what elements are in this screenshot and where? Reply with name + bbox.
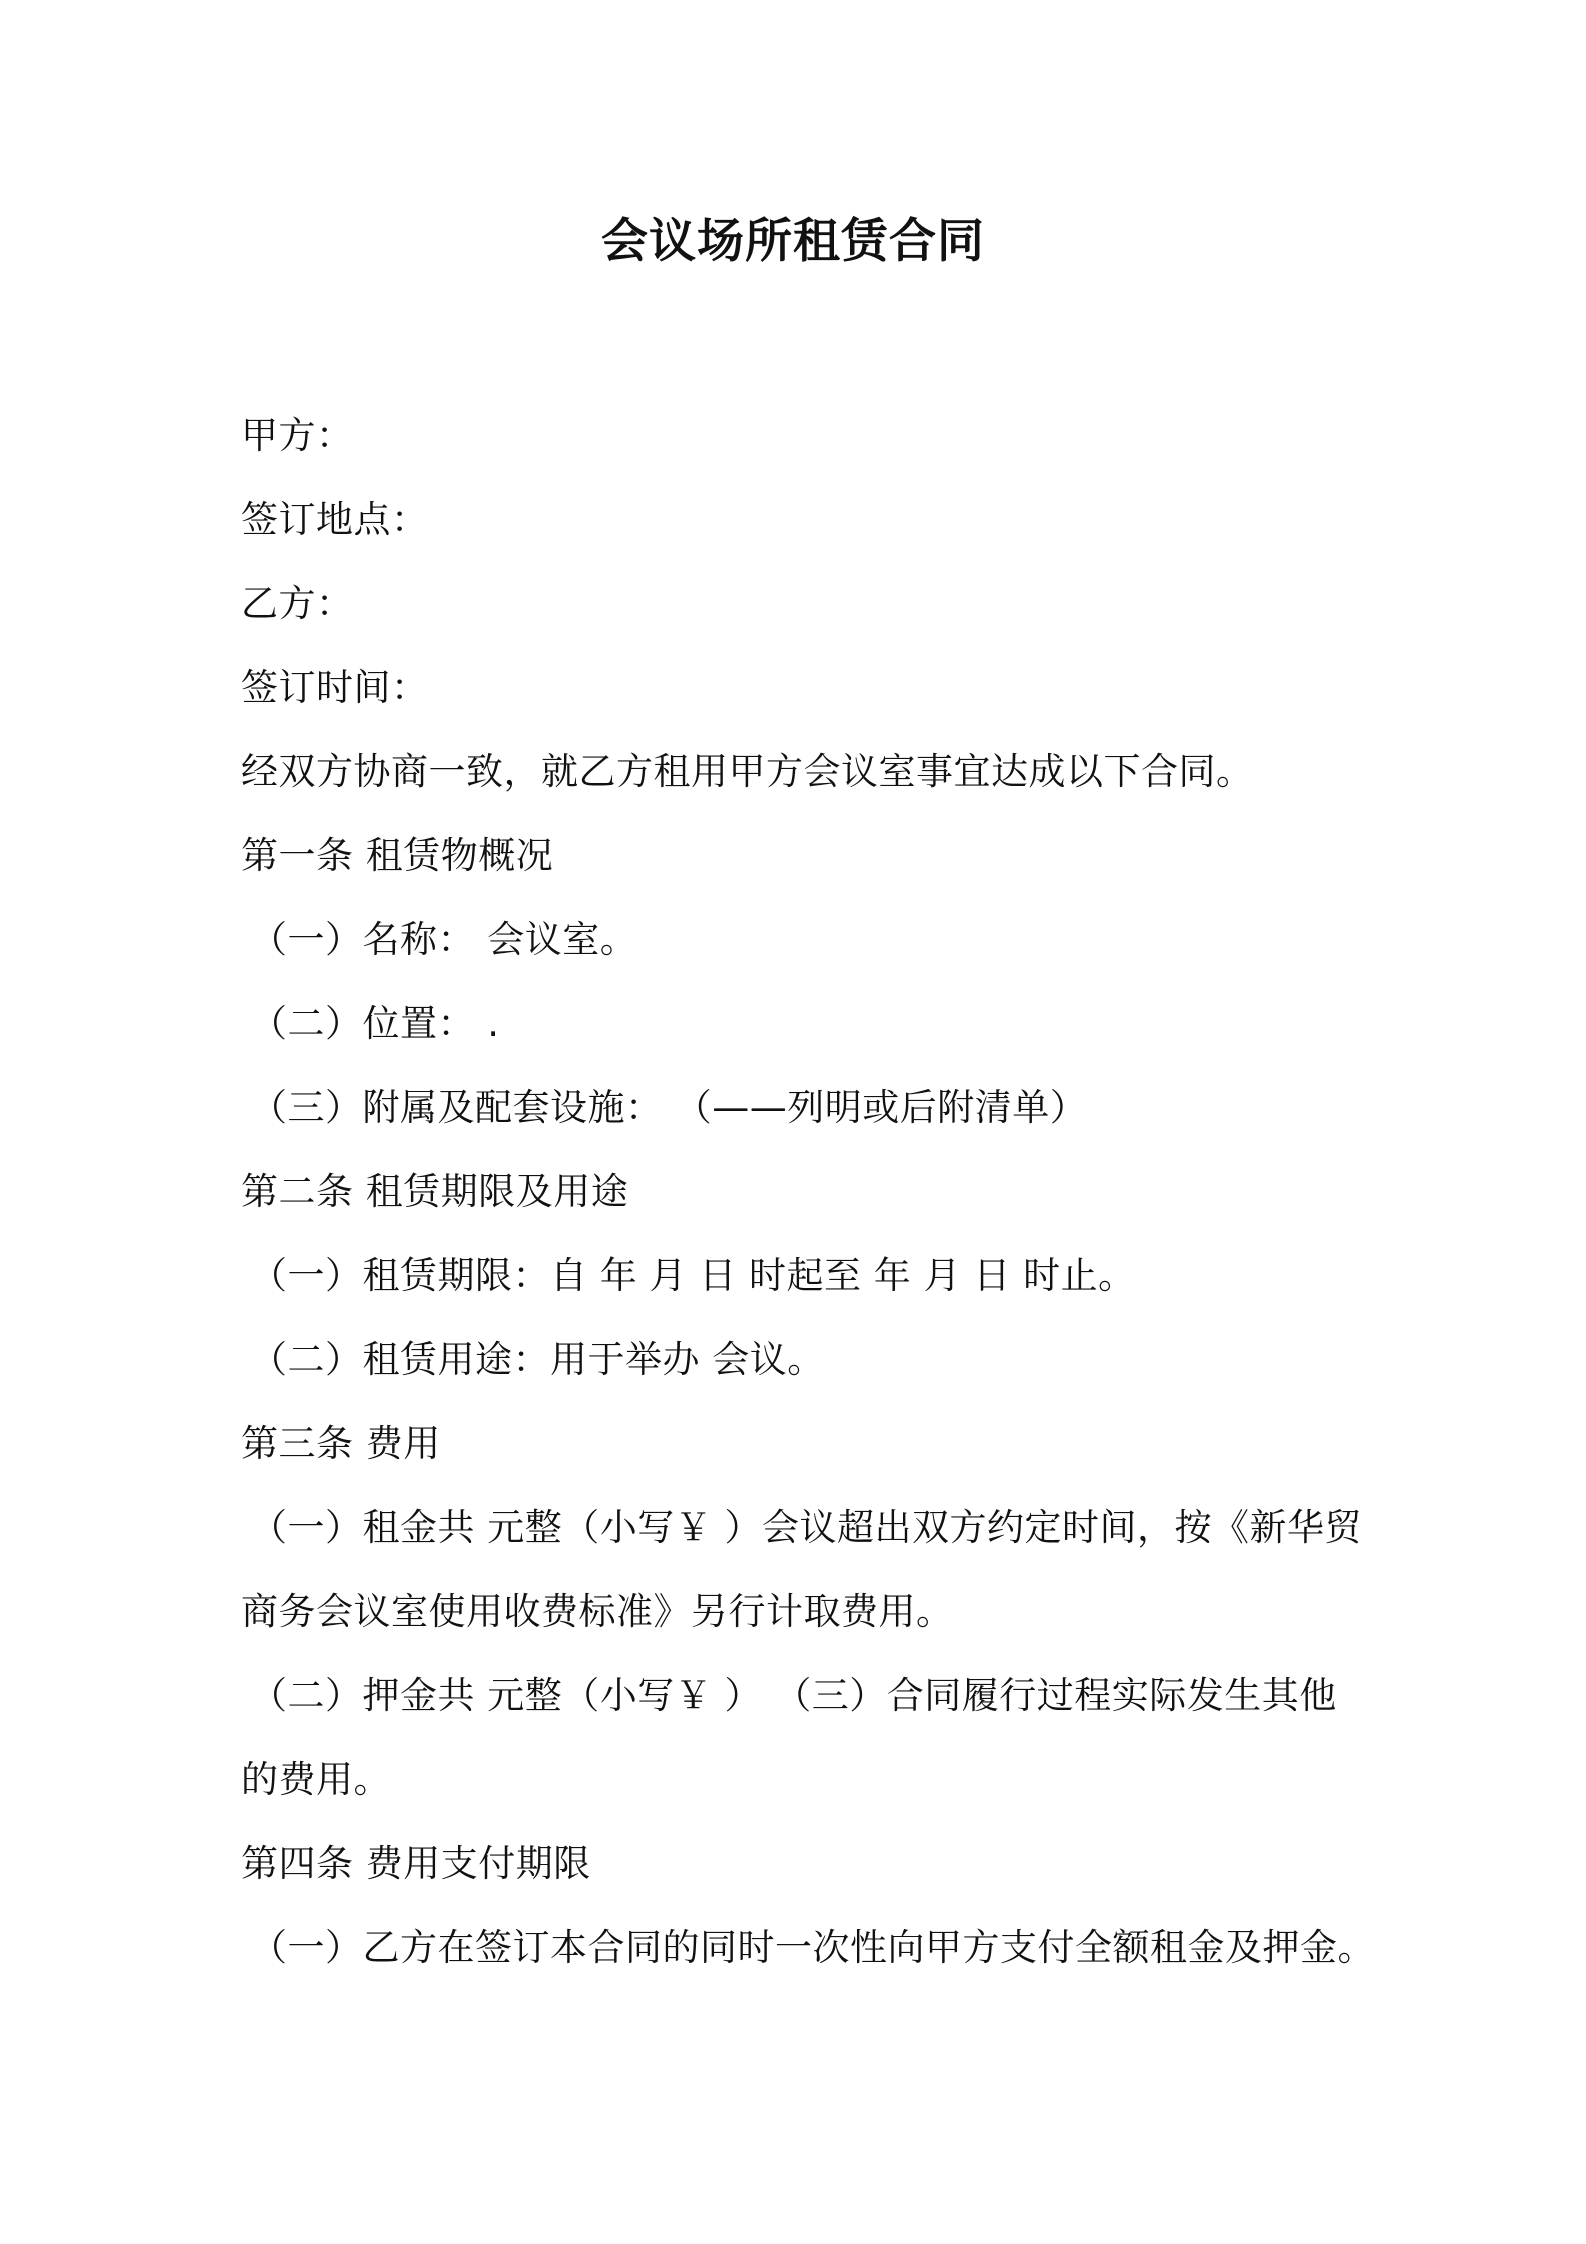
sign-time-label: 签订时间： (241, 666, 429, 709)
article-4-item-1: （一）乙方在签订本合同的同时一次性向甲方支付全额租金及押金。 (250, 1926, 1375, 1969)
article-1-item-2: （二）位置： . (250, 1002, 500, 1045)
article-2-item-2: （二）租赁用途：用于举办 会议。 (250, 1338, 825, 1381)
party-a-label: 甲方： (241, 414, 354, 457)
article-3-item-2-line-2: 的费用。 (241, 1758, 391, 1801)
article-3-heading: 第三条 费用 (241, 1422, 441, 1465)
preamble-paragraph: 经双方协商一致，就乙方租用甲方会议室事宜达成以下合同。 (241, 750, 1254, 793)
article-4-heading: 第四条 费用支付期限 (241, 1842, 591, 1885)
article-3-item-1-line-1: （一）租金共 元整（小写￥ ）会议超出双方约定时间，按《新华贸 (250, 1506, 1363, 1549)
contract-title: 会议场所租赁合同 (601, 214, 985, 269)
article-3-item-1-line-2: 商务会议室使用收费标准》另行计取费用。 (241, 1590, 954, 1633)
sign-place-label: 签订地点： (241, 498, 429, 541)
article-1-item-1: （一）名称： 会议室。 (250, 918, 638, 961)
party-b-label: 乙方： (241, 582, 354, 625)
article-2-heading: 第二条 租赁期限及用途 (241, 1170, 629, 1213)
article-1-heading: 第一条 租赁物概况 (241, 834, 554, 877)
article-3-item-2-line-1: （二）押金共 元整（小写￥ ） （三）合同履行过程实际发生其他 (250, 1674, 1337, 1717)
article-1-item-3: （三）附属及配套设施： （——列明或后附清单） (250, 1086, 1088, 1129)
article-2-item-1: （一）租赁期限：自 年 月 日 时起至 年 月 日 时止。 (250, 1254, 1136, 1297)
